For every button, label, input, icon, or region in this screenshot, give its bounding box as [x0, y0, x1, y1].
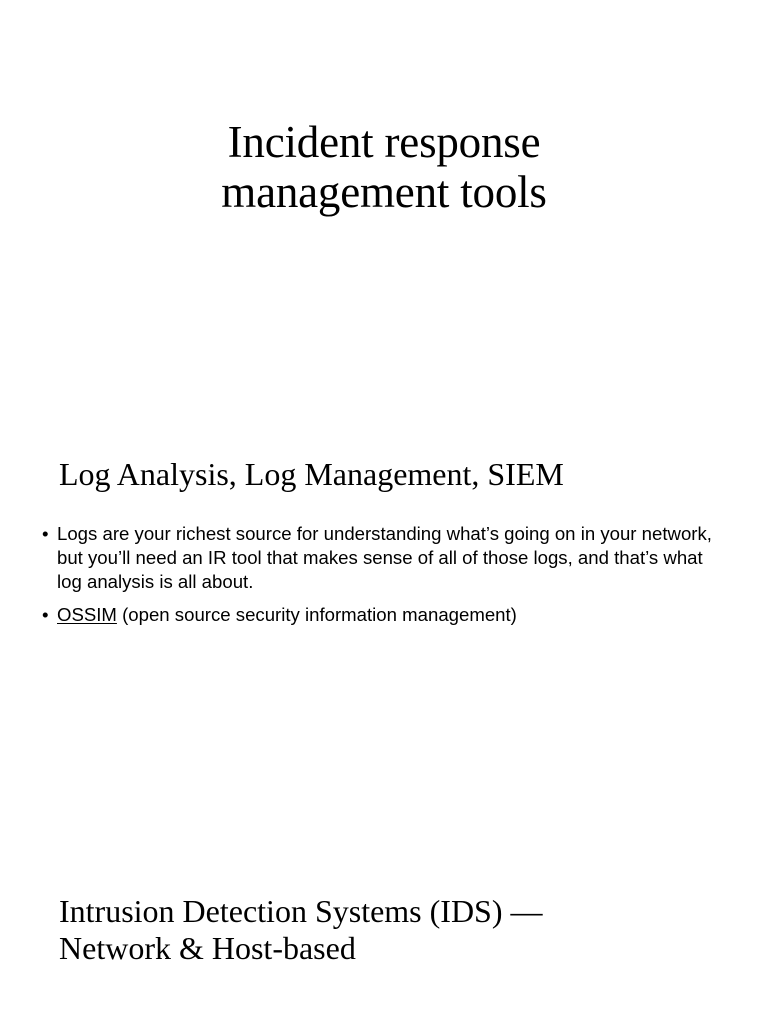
bullet-item: [42, 522, 728, 594]
bullet-marker: •: [42, 523, 49, 544]
log-analysis-slide: [0, 432, 768, 864]
title-line-1: Incident response: [227, 117, 541, 167]
bullet-item: [42, 603, 728, 627]
title-line-2: management tools: [221, 167, 547, 217]
ossim-link[interactable]: OSSIM: [57, 604, 117, 625]
heading-line-1: Intrusion Detection Systems (IDS) —: [59, 893, 543, 929]
presentation-title: [0, 117, 768, 217]
bullet-marker: •: [42, 604, 49, 625]
bullet-list: [42, 522, 728, 636]
ids-slide: [0, 864, 768, 1024]
slide-heading: Log Analysis, Log Management, SIEM: [59, 456, 564, 492]
bullet-text: (open source security information management): [116, 604, 517, 625]
title-slide: [0, 0, 768, 432]
heading-line-2: Network & Host-based: [59, 930, 356, 966]
bullet-text: Logs are your richest source for understanding what’s going on in your network, but you’ll need an IR tool that makes sense of all of those logs, and that’s what log analysis is all about.: [57, 523, 712, 592]
slide-heading: [59, 893, 543, 967]
